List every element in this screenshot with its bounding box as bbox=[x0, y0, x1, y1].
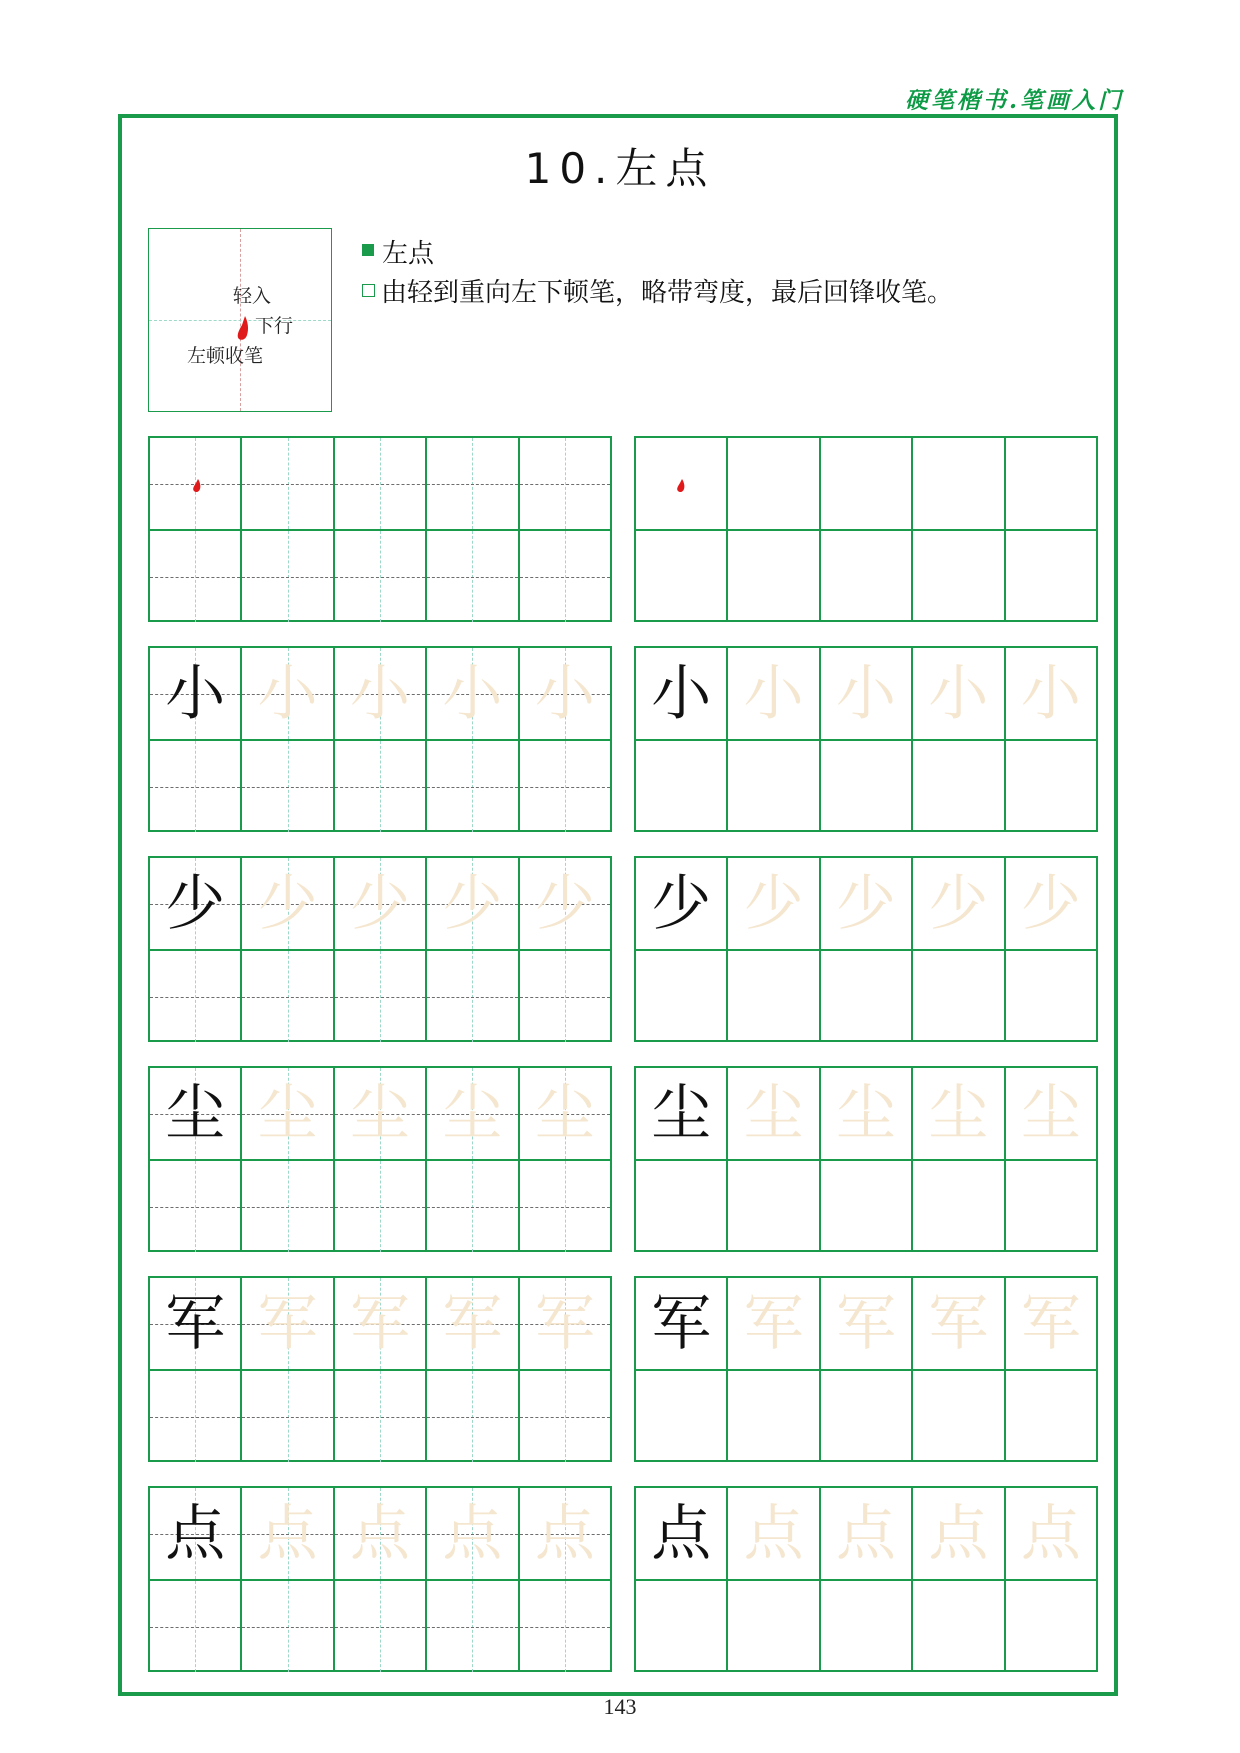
practice-cell[interactable] bbox=[240, 741, 332, 832]
practice-cell[interactable] bbox=[636, 741, 726, 832]
guide-line-horizontal bbox=[335, 787, 425, 788]
practice-row-top bbox=[636, 858, 1096, 949]
practice-cell[interactable] bbox=[425, 741, 517, 832]
book-title: 硬笔楷书.笔画入门 bbox=[904, 87, 1124, 114]
practice-cell[interactable] bbox=[150, 438, 240, 529]
practice-cell[interactable] bbox=[425, 1371, 517, 1462]
practice-block bbox=[634, 1066, 1098, 1252]
practice-cell[interactable] bbox=[726, 1488, 818, 1579]
trace-character: 点 bbox=[1020, 1498, 1081, 1569]
practice-cell[interactable] bbox=[726, 1371, 818, 1462]
trace-character: 少 bbox=[534, 868, 595, 939]
practice-cell[interactable] bbox=[518, 531, 610, 622]
practice-cell[interactable] bbox=[150, 1581, 240, 1672]
practice-cell[interactable] bbox=[819, 1488, 911, 1579]
practice-cell[interactable] bbox=[150, 1161, 240, 1252]
trace-character: 小 bbox=[534, 658, 595, 729]
guide-line-horizontal bbox=[150, 1417, 240, 1418]
trace-character: 尘 bbox=[534, 1078, 595, 1149]
practice-cell[interactable] bbox=[240, 531, 332, 622]
trace-character: 点 bbox=[442, 1498, 503, 1569]
practice-cell[interactable] bbox=[911, 1371, 1003, 1462]
practice-row-bottom bbox=[636, 1159, 1096, 1252]
guide-line-horizontal bbox=[150, 1627, 240, 1628]
practice-cell[interactable] bbox=[240, 438, 332, 529]
practice-row-bottom bbox=[150, 739, 610, 832]
guide-line-horizontal bbox=[335, 577, 425, 578]
trace-character: 少 bbox=[743, 868, 804, 939]
practice-cell[interactable] bbox=[425, 1278, 517, 1369]
stroke-demo-box bbox=[148, 228, 332, 412]
practice-cell[interactable] bbox=[819, 1068, 911, 1159]
practice-cell[interactable] bbox=[150, 1488, 240, 1579]
practice-cell[interactable] bbox=[911, 1278, 1003, 1369]
page-number: 143 bbox=[603, 1694, 637, 1719]
guide-line-horizontal bbox=[335, 997, 425, 998]
guide-line-horizontal bbox=[427, 484, 517, 485]
trace-character: 小 bbox=[442, 658, 503, 729]
practice-cell[interactable] bbox=[819, 1161, 911, 1252]
practice-row-top bbox=[150, 438, 610, 529]
practice-row-top bbox=[636, 1488, 1096, 1579]
demo-label-light-entry: 轻入 bbox=[233, 285, 272, 307]
trace-character: 尘 bbox=[928, 1078, 989, 1149]
practice-cell[interactable] bbox=[333, 741, 425, 832]
model-character: 点 bbox=[165, 1498, 226, 1569]
practice-cell[interactable] bbox=[240, 1371, 332, 1462]
demo-label-move-down: 下行 bbox=[255, 315, 294, 337]
practice-cell[interactable] bbox=[333, 1068, 425, 1159]
practice-cell[interactable] bbox=[333, 531, 425, 622]
practice-row-top bbox=[636, 438, 1096, 529]
guide-line-horizontal bbox=[150, 787, 240, 788]
trace-character: 军 bbox=[442, 1288, 503, 1359]
practice-cell[interactable] bbox=[518, 951, 610, 1042]
practice-cell[interactable] bbox=[1004, 438, 1096, 529]
practice-cell[interactable] bbox=[518, 1161, 610, 1252]
practice-cell[interactable] bbox=[819, 741, 911, 832]
practice-cell[interactable] bbox=[518, 1581, 610, 1672]
practice-cell[interactable] bbox=[1004, 1278, 1096, 1369]
practice-cell[interactable] bbox=[911, 741, 1003, 832]
guide-line-horizontal bbox=[520, 1417, 610, 1418]
practice-cell[interactable] bbox=[425, 1068, 517, 1159]
trace-character: 小 bbox=[350, 658, 411, 729]
stroke-heading-text: 左点 bbox=[382, 239, 435, 269]
guide-line-horizontal bbox=[427, 787, 517, 788]
guide-line-horizontal bbox=[520, 1627, 610, 1628]
practice-cell[interactable] bbox=[518, 1068, 610, 1159]
practice-cell[interactable] bbox=[1004, 531, 1096, 622]
practice-cell[interactable] bbox=[911, 858, 1003, 949]
practice-cell[interactable] bbox=[150, 1371, 240, 1462]
trace-character: 少 bbox=[257, 868, 318, 939]
practice-cell[interactable] bbox=[819, 438, 911, 529]
model-character: 尘 bbox=[165, 1078, 226, 1149]
model-character: 少 bbox=[651, 868, 712, 939]
trace-character: 少 bbox=[1020, 868, 1081, 939]
practice-cell[interactable] bbox=[518, 1371, 610, 1462]
practice-cell[interactable] bbox=[240, 1488, 332, 1579]
trace-character: 小 bbox=[836, 658, 897, 729]
practice-cell[interactable] bbox=[425, 531, 517, 622]
trace-character: 军 bbox=[350, 1288, 411, 1359]
practice-cell[interactable] bbox=[726, 951, 818, 1042]
practice-cell[interactable] bbox=[726, 741, 818, 832]
practice-cell[interactable] bbox=[1004, 1161, 1096, 1252]
practice-row-bottom bbox=[150, 1159, 610, 1252]
practice-row-top bbox=[150, 1068, 610, 1159]
practice-block bbox=[634, 646, 1098, 832]
trace-character: 小 bbox=[928, 658, 989, 729]
guide-line-horizontal bbox=[335, 1207, 425, 1208]
practice-cell[interactable] bbox=[240, 1068, 332, 1159]
practice-cell[interactable] bbox=[518, 1488, 610, 1579]
practice-cell[interactable] bbox=[636, 951, 726, 1042]
practice-row-top bbox=[150, 648, 610, 739]
practice-cell[interactable] bbox=[819, 858, 911, 949]
practice-cell[interactable] bbox=[240, 1581, 332, 1672]
guide-line-horizontal bbox=[427, 577, 517, 578]
practice-cell[interactable] bbox=[636, 1581, 726, 1672]
practice-cell[interactable] bbox=[726, 648, 818, 739]
guide-line-horizontal bbox=[427, 1207, 517, 1208]
practice-cell[interactable] bbox=[240, 858, 332, 949]
trace-character: 点 bbox=[743, 1498, 804, 1569]
practice-block bbox=[634, 436, 1098, 622]
guide-line-horizontal bbox=[242, 997, 332, 998]
guide-line-horizontal bbox=[242, 787, 332, 788]
trace-character: 小 bbox=[743, 658, 804, 729]
practice-cell[interactable] bbox=[333, 1161, 425, 1252]
practice-cell[interactable] bbox=[425, 951, 517, 1042]
practice-row-top bbox=[636, 1068, 1096, 1159]
practice-cell[interactable] bbox=[1004, 741, 1096, 832]
practice-cell[interactable] bbox=[150, 531, 240, 622]
practice-cell[interactable] bbox=[911, 1068, 1003, 1159]
practice-cell[interactable] bbox=[1004, 951, 1096, 1042]
practice-cell[interactable] bbox=[150, 1278, 240, 1369]
trace-character: 军 bbox=[743, 1288, 804, 1359]
model-character: 小 bbox=[651, 658, 712, 729]
practice-cell[interactable] bbox=[726, 1581, 818, 1672]
practice-cell[interactable] bbox=[636, 438, 726, 529]
practice-cell[interactable] bbox=[911, 1488, 1003, 1579]
practice-row-top bbox=[636, 1278, 1096, 1369]
practice-cell[interactable] bbox=[911, 531, 1003, 622]
guide-line-horizontal bbox=[150, 997, 240, 998]
empty-square-icon bbox=[362, 284, 375, 297]
practice-cell[interactable] bbox=[911, 438, 1003, 529]
trace-character: 尘 bbox=[836, 1078, 897, 1149]
trace-character: 少 bbox=[928, 868, 989, 939]
trace-character: 尘 bbox=[257, 1078, 318, 1149]
model-character: 军 bbox=[651, 1288, 712, 1359]
practice-row-top bbox=[150, 858, 610, 949]
guide-line-horizontal bbox=[242, 1417, 332, 1418]
practice-cell[interactable] bbox=[636, 1068, 726, 1159]
guide-line-horizontal bbox=[242, 1207, 332, 1208]
trace-character: 军 bbox=[257, 1288, 318, 1359]
stroke-heading bbox=[362, 233, 434, 270]
practice-cell[interactable] bbox=[819, 648, 911, 739]
practice-cell[interactable] bbox=[726, 1278, 818, 1369]
practice-cell[interactable] bbox=[240, 951, 332, 1042]
practice-cell[interactable] bbox=[425, 648, 517, 739]
practice-block bbox=[148, 1066, 612, 1252]
practice-row-bottom bbox=[636, 1579, 1096, 1672]
practice-cell[interactable] bbox=[425, 1488, 517, 1579]
practice-cell[interactable] bbox=[911, 1581, 1003, 1672]
practice-cell[interactable] bbox=[636, 648, 726, 739]
left-dot-stroke-icon bbox=[676, 478, 688, 498]
practice-row-bottom bbox=[636, 949, 1096, 1042]
guide-line-horizontal bbox=[335, 1627, 425, 1628]
practice-row-top bbox=[150, 1278, 610, 1369]
practice-cell[interactable] bbox=[333, 858, 425, 949]
trace-character: 点 bbox=[534, 1498, 595, 1569]
model-character: 少 bbox=[165, 868, 226, 939]
practice-cell[interactable] bbox=[333, 951, 425, 1042]
practice-cell[interactable] bbox=[150, 858, 240, 949]
practice-cell[interactable] bbox=[240, 1278, 332, 1369]
practice-block bbox=[634, 856, 1098, 1042]
practice-block bbox=[148, 1486, 612, 1672]
trace-character: 少 bbox=[350, 868, 411, 939]
trace-character: 尘 bbox=[442, 1078, 503, 1149]
practice-cell[interactable] bbox=[333, 1581, 425, 1672]
trace-character: 尘 bbox=[743, 1078, 804, 1149]
practice-cell[interactable] bbox=[150, 741, 240, 832]
practice-cell[interactable] bbox=[1004, 858, 1096, 949]
practice-cell[interactable] bbox=[425, 438, 517, 529]
guide-line-horizontal bbox=[242, 577, 332, 578]
practice-cell[interactable] bbox=[911, 648, 1003, 739]
practice-cell[interactable] bbox=[333, 438, 425, 529]
practice-cell[interactable] bbox=[425, 1161, 517, 1252]
stroke-description bbox=[362, 272, 953, 309]
trace-character: 少 bbox=[836, 868, 897, 939]
guide-line-horizontal bbox=[520, 997, 610, 998]
practice-cell[interactable] bbox=[518, 1278, 610, 1369]
practice-row-bottom bbox=[150, 1369, 610, 1462]
practice-cell[interactable] bbox=[819, 531, 911, 622]
practice-row-bottom bbox=[636, 529, 1096, 622]
practice-cell[interactable] bbox=[1004, 1581, 1096, 1672]
practice-cell[interactable] bbox=[333, 1488, 425, 1579]
practice-cell[interactable] bbox=[150, 1068, 240, 1159]
model-character: 尘 bbox=[651, 1078, 712, 1149]
practice-cell[interactable] bbox=[726, 531, 818, 622]
trace-character: 点 bbox=[350, 1498, 411, 1569]
practice-row-bottom bbox=[636, 1369, 1096, 1462]
practice-cell[interactable] bbox=[636, 1278, 726, 1369]
lesson-title: 10.左点 bbox=[524, 144, 716, 193]
left-dot-stroke-icon bbox=[235, 315, 255, 343]
guide-line-horizontal bbox=[150, 1207, 240, 1208]
practice-cell[interactable] bbox=[333, 1371, 425, 1462]
filled-square-icon bbox=[362, 244, 374, 256]
practice-cell[interactable] bbox=[819, 951, 911, 1042]
practice-cell[interactable] bbox=[1004, 1068, 1096, 1159]
practice-cell[interactable] bbox=[819, 1371, 911, 1462]
practice-cell[interactable] bbox=[240, 1161, 332, 1252]
practice-block bbox=[148, 436, 612, 622]
practice-cell[interactable] bbox=[819, 1278, 911, 1369]
guide-line-horizontal bbox=[335, 1417, 425, 1418]
practice-cell[interactable] bbox=[333, 648, 425, 739]
practice-row-bottom bbox=[150, 1579, 610, 1672]
guide-line-horizontal bbox=[335, 484, 425, 485]
practice-block bbox=[148, 1276, 612, 1462]
practice-row-top bbox=[150, 1488, 610, 1579]
practice-block bbox=[148, 646, 612, 832]
practice-row-bottom bbox=[636, 739, 1096, 832]
trace-character: 小 bbox=[1020, 658, 1081, 729]
practice-cell[interactable] bbox=[240, 648, 332, 739]
practice-cell[interactable] bbox=[911, 951, 1003, 1042]
practice-cell[interactable] bbox=[636, 1488, 726, 1579]
guide-line-horizontal bbox=[520, 577, 610, 578]
practice-cell[interactable] bbox=[1004, 648, 1096, 739]
practice-cell[interactable] bbox=[911, 1161, 1003, 1252]
practice-cell[interactable] bbox=[726, 438, 818, 529]
practice-cell[interactable] bbox=[726, 1068, 818, 1159]
practice-cell[interactable] bbox=[518, 438, 610, 529]
stroke-description-text: 由轻到重向左下顿笔，略带弯度，最后回锋收笔。 bbox=[381, 278, 954, 308]
demo-label-left-pause: 左顿收笔 bbox=[187, 345, 264, 367]
guide-line-horizontal bbox=[150, 577, 240, 578]
practice-cell[interactable] bbox=[518, 741, 610, 832]
guide-line-horizontal bbox=[520, 1207, 610, 1208]
practice-cell[interactable] bbox=[726, 1161, 818, 1252]
trace-character: 军 bbox=[534, 1288, 595, 1359]
model-character: 点 bbox=[651, 1498, 712, 1569]
trace-character: 军 bbox=[928, 1288, 989, 1359]
guide-line-horizontal bbox=[427, 1417, 517, 1418]
practice-cell[interactable] bbox=[425, 1581, 517, 1672]
practice-block bbox=[148, 856, 612, 1042]
practice-cell[interactable] bbox=[518, 648, 610, 739]
practice-cell[interactable] bbox=[636, 858, 726, 949]
practice-cell[interactable] bbox=[636, 1161, 726, 1252]
guide-line-horizontal bbox=[242, 484, 332, 485]
trace-character: 少 bbox=[442, 868, 503, 939]
practice-cell[interactable] bbox=[1004, 1488, 1096, 1579]
practice-cell[interactable] bbox=[1004, 1371, 1096, 1462]
trace-character: 军 bbox=[836, 1288, 897, 1359]
guide-line-horizontal bbox=[427, 997, 517, 998]
practice-cell[interactable] bbox=[425, 858, 517, 949]
practice-cell[interactable] bbox=[150, 951, 240, 1042]
practice-cell[interactable] bbox=[518, 858, 610, 949]
practice-cell[interactable] bbox=[636, 531, 726, 622]
practice-block bbox=[634, 1486, 1098, 1672]
practice-cell[interactable] bbox=[636, 1371, 726, 1462]
guide-line-horizontal bbox=[520, 484, 610, 485]
trace-character: 小 bbox=[257, 658, 318, 729]
trace-character: 点 bbox=[928, 1498, 989, 1569]
guide-line-horizontal bbox=[242, 1627, 332, 1628]
trace-character: 点 bbox=[257, 1498, 318, 1569]
trace-character: 尘 bbox=[350, 1078, 411, 1149]
trace-character: 尘 bbox=[1020, 1078, 1081, 1149]
guide-line-horizontal bbox=[427, 1627, 517, 1628]
practice-row-bottom bbox=[150, 529, 610, 622]
left-dot-stroke-icon bbox=[192, 478, 204, 498]
practice-block bbox=[634, 1276, 1098, 1462]
trace-character: 军 bbox=[1020, 1288, 1081, 1359]
model-character: 军 bbox=[165, 1288, 226, 1359]
practice-row-top bbox=[636, 648, 1096, 739]
practice-cell[interactable] bbox=[333, 1278, 425, 1369]
practice-cell[interactable] bbox=[819, 1581, 911, 1672]
trace-character: 点 bbox=[836, 1498, 897, 1569]
practice-cell[interactable] bbox=[726, 858, 818, 949]
model-character: 小 bbox=[165, 658, 226, 729]
practice-cell[interactable] bbox=[150, 648, 240, 739]
practice-row-bottom bbox=[150, 949, 610, 1042]
guide-line-horizontal bbox=[520, 787, 610, 788]
